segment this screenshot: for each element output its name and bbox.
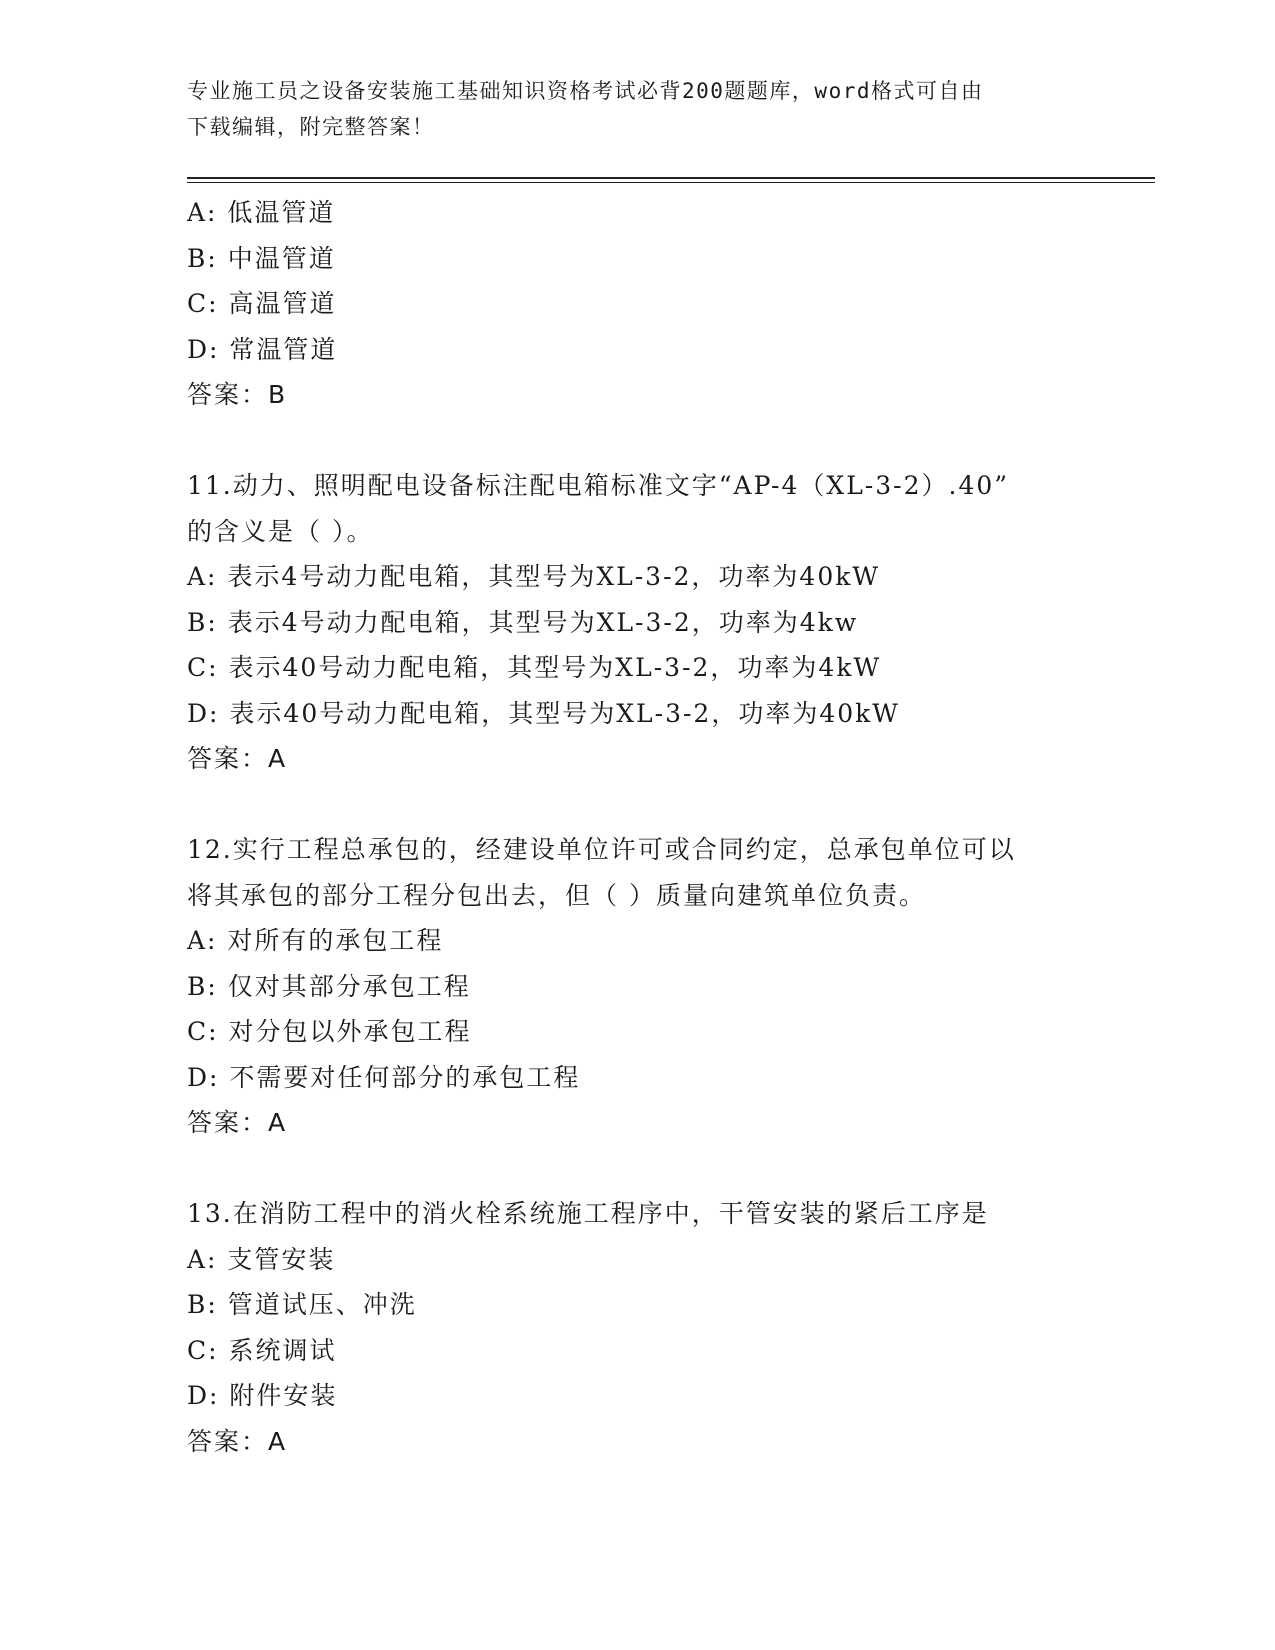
- spacer: [187, 1146, 1157, 1192]
- option-b: B: 仅对其部分承包工程: [187, 971, 471, 1001]
- document-header: [187, 73, 1087, 145]
- question-12: [187, 827, 1157, 1146]
- option-c: C: 表示40号动力配电箱，其型号为XL-3-2，功率为4kW: [187, 653, 882, 682]
- question-list: [187, 190, 1157, 1464]
- option-a: A: 支管安装: [187, 1244, 336, 1274]
- option-c: C: 系统调试: [187, 1335, 337, 1365]
- question-stem: 11.动力、照明配电设备标注配电箱标准文字“AP-4（XL-3-2）.40”: [187, 471, 1010, 500]
- option-d: D: 不需要对任何部分的承包工程: [187, 1062, 581, 1092]
- option-d: D: 常温管道: [187, 334, 338, 364]
- option-c: C: 高温管道: [187, 289, 337, 318]
- option-b: B: 管道试压、冲洗: [187, 1290, 417, 1319]
- spacer: [187, 418, 1157, 464]
- answer-line: 答案：A: [187, 1108, 288, 1137]
- option-c: C: 对分包以外承包工程: [187, 1017, 472, 1046]
- option-a: A: 低温管道: [187, 198, 336, 227]
- answer-line: 答案：B: [187, 380, 288, 409]
- answer-line: 答案：A: [187, 744, 288, 773]
- question-stem: 将其承包的部分工程分包出去，但（ ）质量向建筑单位负责。: [187, 880, 926, 910]
- header-divider-thin: [187, 182, 1155, 183]
- question-stem: 的含义是（ ）。: [187, 516, 374, 546]
- carryover-question: [187, 190, 1157, 418]
- question-stem: 12.实行工程总承包的，经建设单位许可或合同约定，总承包单位可以: [187, 835, 1016, 864]
- question-11: [187, 463, 1157, 782]
- answer-line: 答案：A: [187, 1426, 288, 1456]
- header-divider: [187, 177, 1155, 179]
- header-line-2: 下载编辑，附完整答案！: [187, 115, 435, 139]
- option-b: B: 中温管道: [187, 243, 336, 273]
- option-b: B: 表示4号动力配电箱，其型号为XL-3-2，功率为4kw: [187, 607, 859, 637]
- question-13: [187, 1191, 1157, 1464]
- header-line-1: 专业施工员之设备安装施工基础知识资格考试必背200题题库，word格式可自由: [187, 79, 984, 103]
- spacer: [187, 782, 1157, 828]
- option-d: D: 表示40号动力配电箱，其型号为XL-3-2，功率为40kW: [187, 698, 900, 728]
- option-a: A: 对所有的承包工程: [187, 926, 444, 955]
- option-d: D: 附件安装: [187, 1381, 338, 1410]
- option-a: A: 表示4号动力配电箱，其型号为XL-3-2，功率为40kW: [187, 562, 881, 591]
- question-stem: 13.在消防工程中的消火栓系统施工程序中，干管安装的紧后工序是: [187, 1199, 989, 1228]
